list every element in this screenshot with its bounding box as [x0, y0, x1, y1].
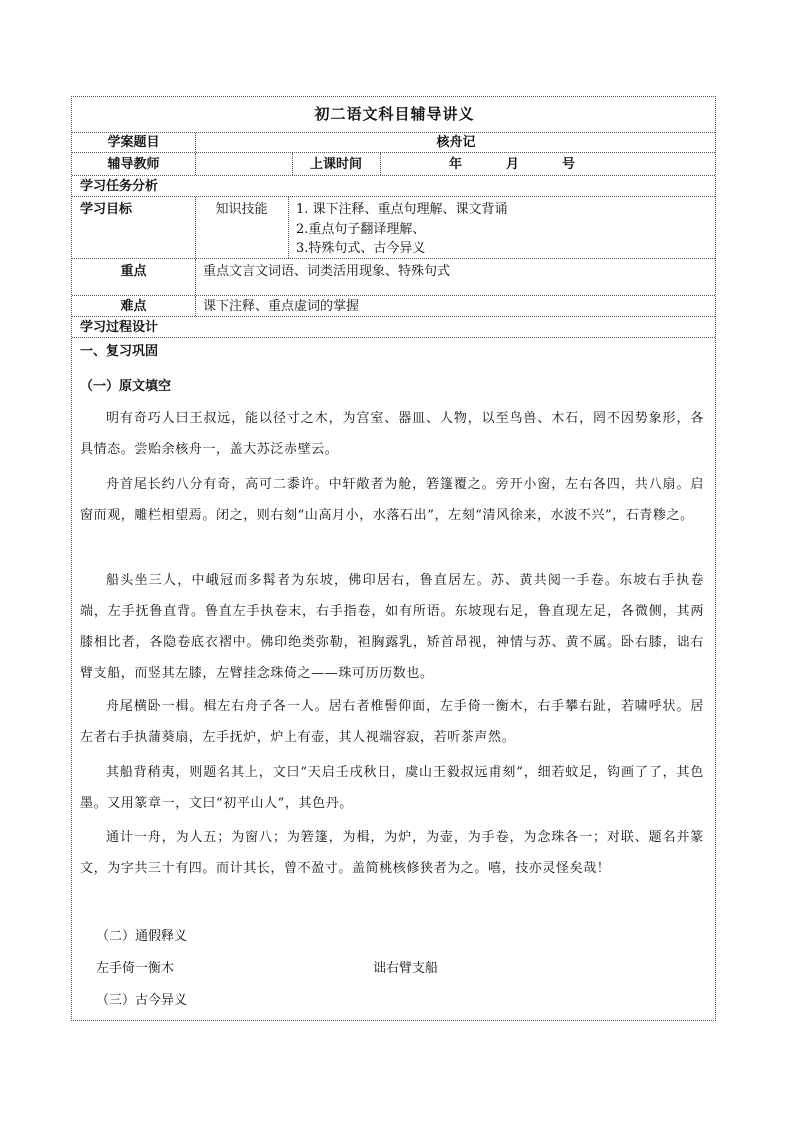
task-analysis-label: 学习任务分析: [80, 179, 159, 194]
teacher-label: 辅导教师: [107, 157, 160, 172]
goal-item-1: 1. 课下注释、重点句理解、课文背诵: [296, 202, 508, 217]
tongjia-item-1: 左手倚一衡木: [96, 961, 175, 976]
topic-value: 核舟记: [436, 135, 476, 150]
topic-label: 学案题目: [107, 135, 160, 150]
learning-goals-row: [72, 197, 715, 259]
difficult-label: 难点: [120, 299, 147, 314]
tongjia-item-2: 诎右臂支船: [373, 961, 439, 976]
paragraph-1: 明有奇巧人曰王叔远，能以径寸之木，为宫室、器皿、人物，以至鸟兽、木石，罔不因势象形，各具情态。尝贻余核舟一，盖大苏泛赤壁云。: [80, 411, 704, 457]
teacher-row: [72, 153, 715, 176]
time-label: 上课时间: [309, 157, 362, 172]
date-month: 月: [506, 157, 520, 172]
topic-row: [72, 133, 715, 153]
page-title: 初二语文科目辅导讲义: [314, 105, 475, 123]
paragraph-4: 舟尾横卧一楫。楫左右舟子各一人。居右者椎髻仰面，左手倚一衡木，右手攀右趾，若啸呼状。居左者右手执蒲葵扇，左手抚炉，炉上有壶，其人视端容寂，若听茶声然。: [80, 699, 704, 745]
process-design-label: 学习过程设计: [80, 320, 159, 335]
key-text: 重点文言文词语、词类活用现象、特殊句式: [203, 264, 451, 279]
key-label: 重点: [120, 264, 147, 279]
key-points-row: [72, 259, 715, 296]
difficult-points-row: [72, 296, 715, 317]
goal-category: 知识技能: [215, 202, 268, 217]
date-day: 号: [562, 157, 576, 172]
date-year: 年: [449, 157, 463, 172]
paragraph-5: 其船背稍夷，则题名其上，文曰“天启壬戌秋日，虞山王毅叔远甫刻”，细若蚊足，钩画了了，其色墨。又用篆章一，文曰“初平山人”，其色丹。: [80, 765, 704, 811]
goal-item-2: 2.重点句子翻译理解、: [296, 222, 426, 237]
process-design-row: [72, 317, 715, 338]
paragraph-2: 舟首尾长约八分有奇，高可二黍许。中轩敞者为舱，箬篷覆之。旁开小窗，左右各四，共八扇。启窗而观，雕栏相望焉。闭之，则右刻“山高月小，水落石出”，左刻“清风徐来，水波不兴”，石青糁之。: [80, 477, 704, 523]
part1-title: 一、复习巩固: [80, 344, 159, 359]
paragraph-3: 船头坐三人，中峨冠而多髯者为东坡，佛印居右，鲁直居左。苏、黄共阅一手卷。东坡右手执卷端，左手抚鲁直背。鲁直左手执卷末，右手指卷，如有所语。东坡现右足，鲁直现左足，各微侧，其两膝相比者，各隐卷底衣褶中。佛印绝类弥勒，袒胸露乳，矫首昂视，神情与苏、黄不属。卧右膝，诎右臂支船，而竖其左膝，左臂挂念珠倚之——珠可历历数也。: [80, 573, 704, 681]
sub2-title: （二）通假释义: [96, 929, 188, 944]
paragraph-6: 通计一舟，为人五；为窗八；为箬篷，为楫，为炉，为壶，为手卷，为念珠各一；对联、题名并篆文，为字共三十有四。而计其长，曾不盈寸。盖简桃核修狭者为之。嘻，技亦灵怪矣哉！: [80, 830, 704, 876]
goal-item-3: 3.特殊句式、古今异义: [296, 241, 426, 256]
task-analysis-row: [72, 176, 715, 197]
worksheet-table: [71, 96, 716, 1021]
title-row: [72, 97, 715, 133]
sub1-title: （一）原文填空: [80, 379, 172, 394]
difficult-text: 课下注释、重点虚词的掌握: [203, 299, 360, 314]
goal-label: 学习目标: [80, 202, 133, 217]
sub3-title: （三）古今异义: [96, 993, 188, 1008]
